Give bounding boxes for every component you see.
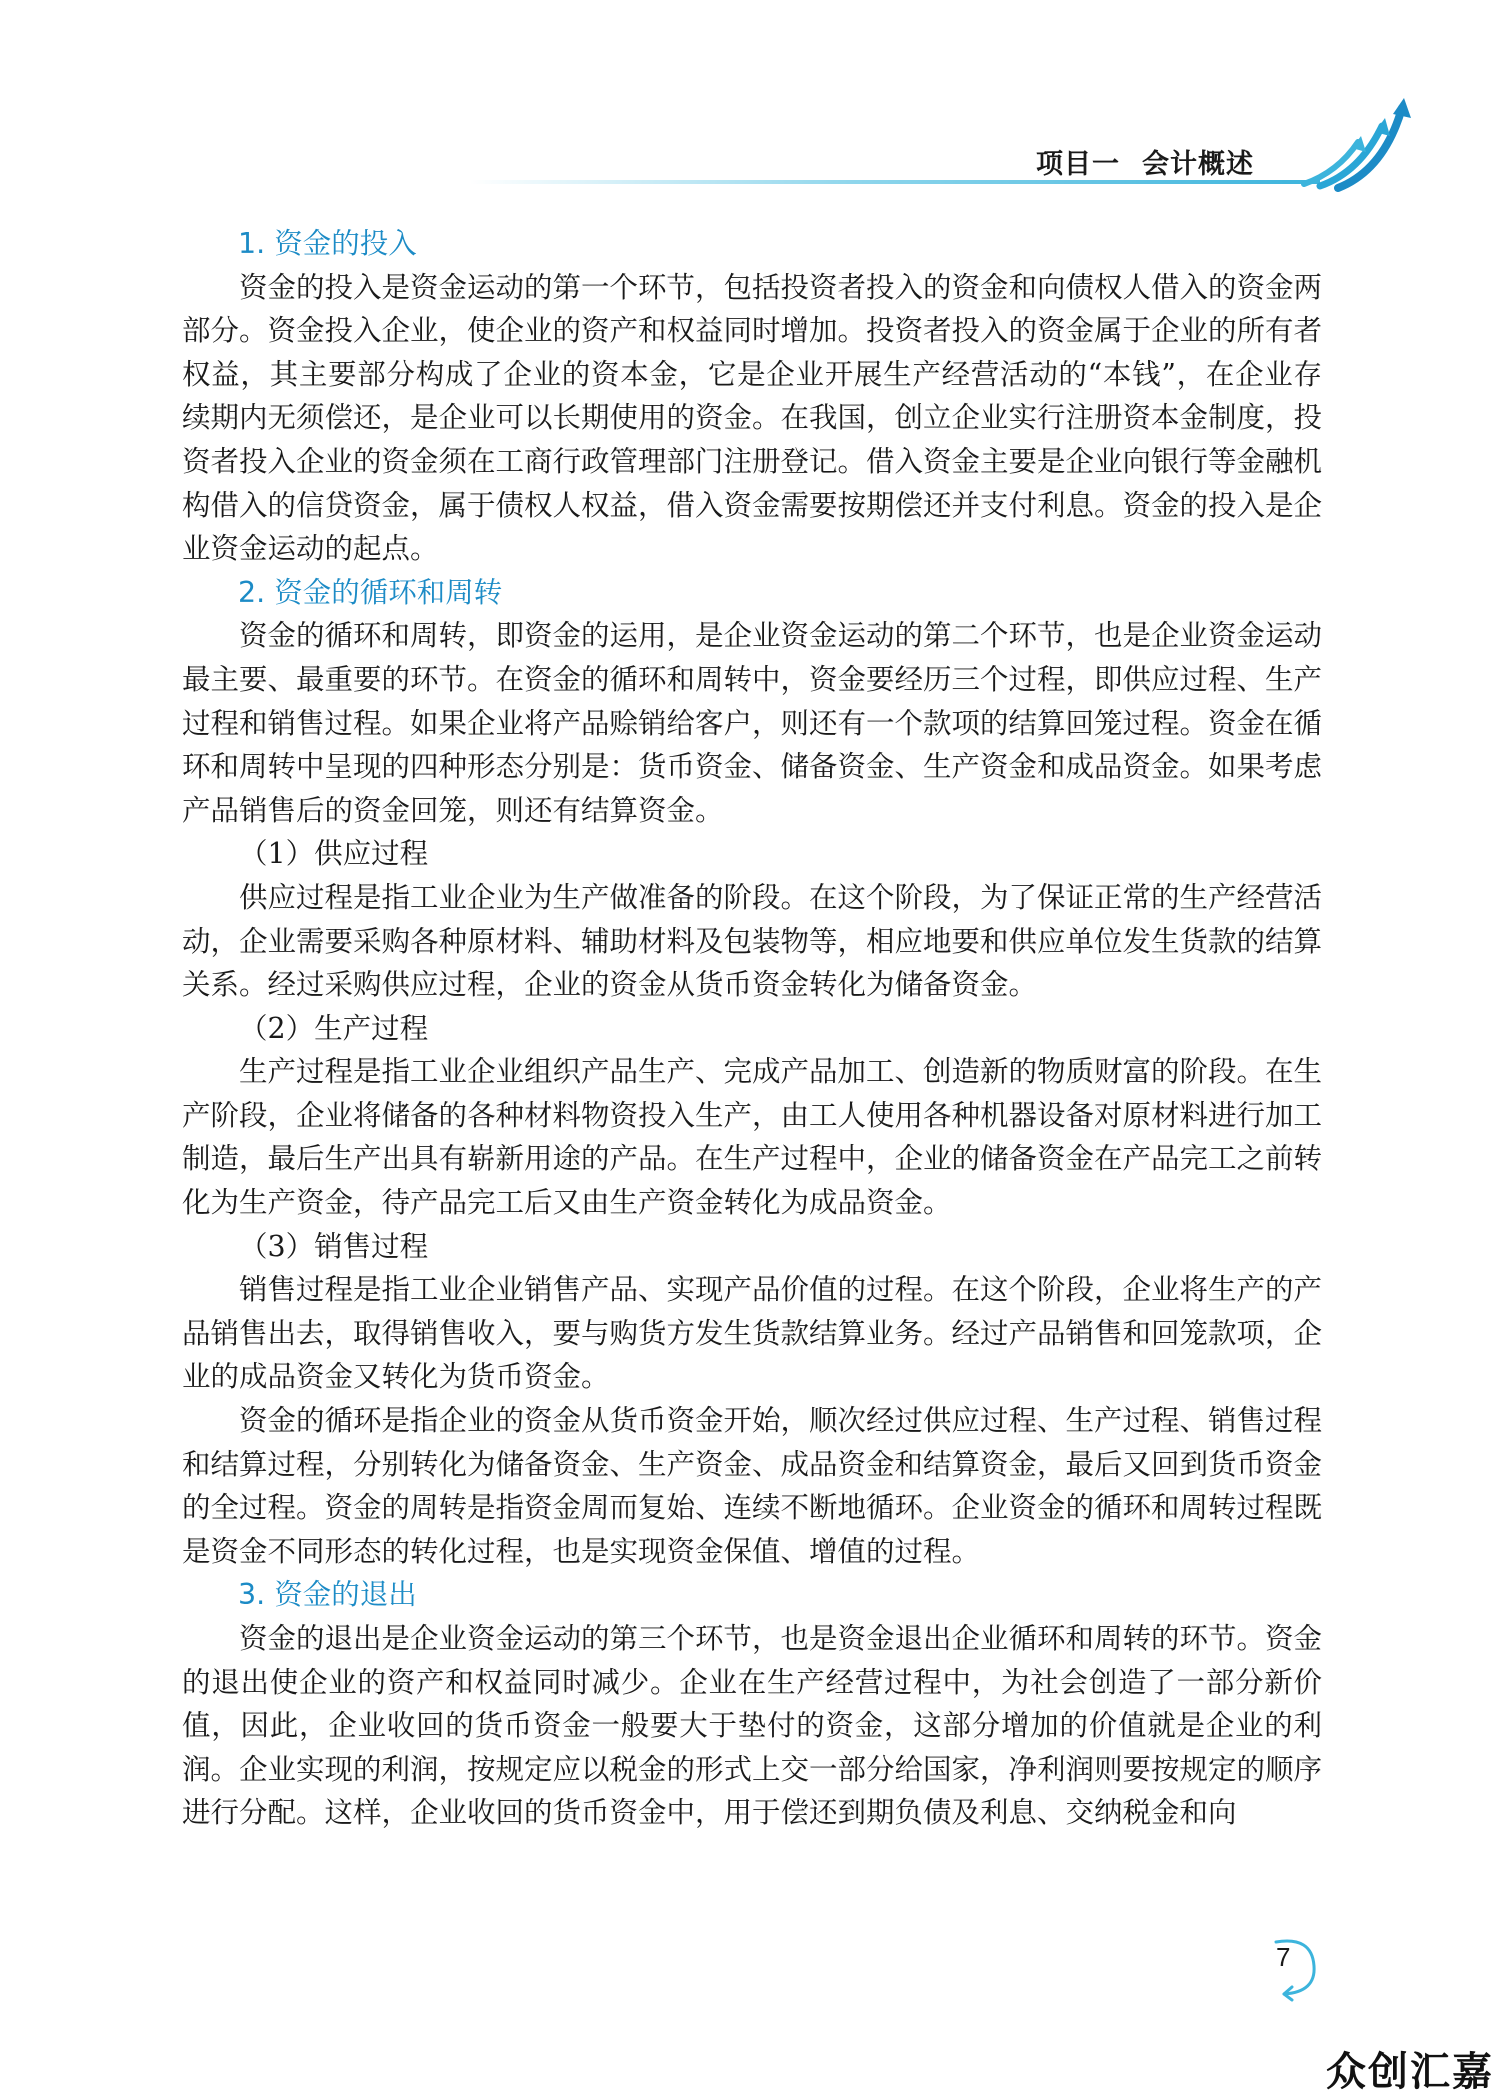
paragraph: 供应过程是指工业企业为生产做准备的阶段。在这个阶段，为了保证正常的生产经营活动，企业需要采购各种原材料、辅助材料及包装物等，相应地要和供应单位发生货款的结算关系。经过采购供应过程，企业的资金从货币资金转化为储备资金。	[182, 880, 1323, 1002]
paragraph: 销售过程是指工业企业销售产品、实现产品价值的过程。在这个阶段，企业将生产的产品销售出去，取得销售收入，要与购货方发生货款结算业务。经过产品销售和回笼款项，企业的成品资金又转化为货币资金。	[182, 1273, 1323, 1394]
page-content	[182, 222, 1322, 1835]
section-heading: 3. 资金的退出	[238, 1578, 417, 1612]
section-heading: 2. 资金的循环和周转	[238, 575, 503, 609]
watermark: 众创汇嘉	[1326, 2049, 1494, 2095]
paragraph: 资金的退出是企业资金运动的第三个环节，也是资金退出企业循环和周转的环节。资金的退出使企业的资产和权益同时减少。企业在生产经营过程中，为社会创造了一部分新价值，因此，企业收回的货币资金一般要大于垫付的资金，这部分增加的价值就是企业的利润。企业实现的利润，按规定应以税金的形式上交一部分给国家，净利润则要按规定的顺序进行分配。这样，企业收回的货币资金中，用于偿还到期负债及利息、交纳税金和向	[182, 1622, 1323, 1830]
paragraph: 资金的循环是指企业的资金从货币资金开始，顺次经过供应过程、生产过程、销售过程和结算过程，分别转化为储备资金、生产资金、成品资金和结算资金，最后又回到货币资金的全过程。资金的周转是指资金周而复始、连续不断地循环。企业资金的循环和周转过程既是资金不同形态的转化过程，也是实现资金保值、增值的过程。	[182, 1404, 1323, 1568]
section-heading: 1. 资金的投入	[238, 227, 417, 260]
paragraph: 生产过程是指工业企业组织产品生产、完成产品加工、创造新的物质财富的阶段。在生产阶段，企业将储备的各种材料物资投入生产，由工人使用各种机器设备对原材料进行加工制造，最后生产出具有崭新用途的产品。在生产过程中，企业的储备资金在产品完工之前转化为生产资金，待产品完工后又由生产资金转化为成品资金。	[182, 1055, 1323, 1220]
running-header	[1036, 142, 1254, 181]
page-number-swirl-icon	[1262, 1932, 1326, 2002]
header-divider	[470, 180, 1320, 184]
page-number: 7	[1276, 1942, 1291, 1972]
subsection-title: （2）生产过程	[239, 1011, 429, 1045]
subsection-title: （3）销售过程	[239, 1229, 429, 1263]
header-chapter: 会计概述	[1142, 149, 1254, 180]
rising-arrows-icon	[1298, 92, 1418, 192]
paragraph: 资金的循环和周转，即资金的运用，是企业资金运动的第二个环节，也是企业资金运动最主要、最重要的环节。在资金的循环和周转中，资金要经历三个过程，即供应过程、生产过程和销售过程。如果企业将产品赊销给客户，则还有一个款项的结算回笼过程。资金在循环和周转中呈现的四种形态分别是：货币资金、储备资金、生产资金和成品资金。如果考虑产品销售后的资金回笼，则还有结算资金。	[182, 619, 1323, 827]
subsection-title: （1）供应过程	[239, 837, 429, 871]
paragraph: 资金的投入是资金运动的第一个环节，包括投资者投入的资金和向债权人借入的资金两部分。资金投入企业，使企业的资产和权益同时增加。投资者投入的资金属于企业的所有者权益，其主要部分构成了企业的资本金，它是企业开展生产经营活动的“本钱”，在企业存续期内无须偿还，是企业可以长期使用的资金。在我国，创立企业实行注册资本金制度，投资者投入企业的资金须在工商行政管理部门注册登记。借入资金主要是企业向银行等金融机构借入的信贷资金，属于债权人权益，借入资金需要按期偿还并支付利息。资金的投入是企业资金运动的起点。	[182, 270, 1323, 566]
header-project: 项目一	[1036, 149, 1120, 180]
